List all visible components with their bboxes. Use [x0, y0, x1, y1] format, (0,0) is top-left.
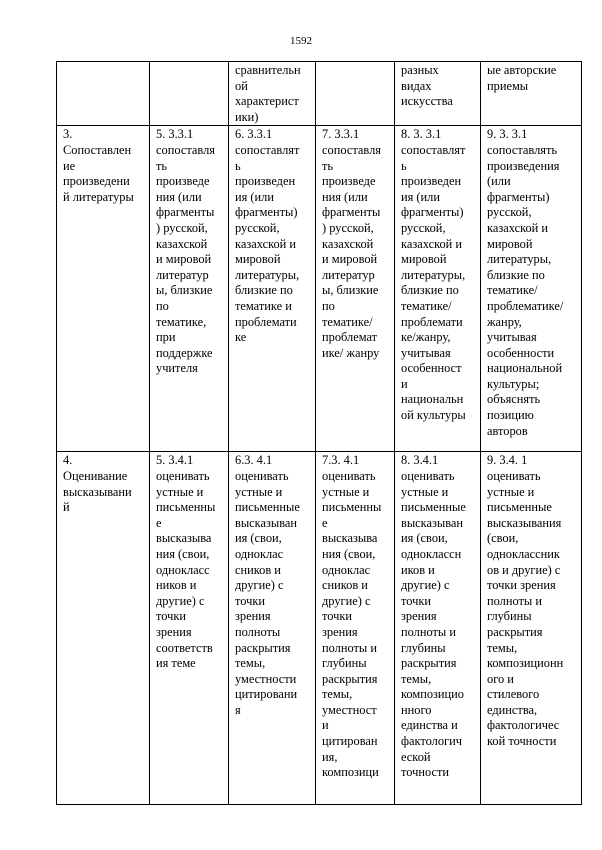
table-cell — [150, 62, 229, 126]
cell-text: 8. 3.4.1 оценивать устные и письменные высказыван ия (свои, однокласcн иков и другие) с точки зрения полноты и глубины раскрытия темы, композицио нного единства и фактологич еской точности — [401, 453, 466, 780]
table-cell — [229, 452, 316, 805]
page-number: 1592 — [290, 35, 312, 47]
table-row — [57, 452, 582, 805]
table-cell — [150, 126, 229, 452]
cell-text: 6. 3.3.1 сопоставлят ь произведен ия (или фрагменты) русской, казахской и мировой литературы, близкие по тематике и проблемати ке — [235, 127, 300, 345]
table-row — [57, 126, 582, 452]
cell-text: сравнительн ой характерист ики) — [235, 63, 301, 124]
table-cell — [481, 62, 582, 126]
table-cell — [481, 452, 582, 805]
table-cell — [150, 452, 229, 805]
table-cell — [57, 452, 150, 805]
cell-text: 5. 3.4.1 оценивать устные и письменны е высказыва ния (свои, однокласс ников и другие) с точки зрения соответств ия теме — [156, 453, 216, 671]
table-cell — [395, 62, 481, 126]
table-row — [57, 62, 582, 126]
cell-text: 6.3. 4.1 оценивать устные и письменные высказыван ия (свои, одноклас сников и другие) с точки зрения полноты раскрытия темы, уместности цитировани я — [235, 453, 300, 717]
cell-text: 9. 3.4. 1 оценивать устные и письменные высказывания (свои, одноклассник ов и другие) с точки зрения полноты и глубины раскрытия темы, композиционн ого и стилевого единства, фактологичес кой точности — [487, 453, 564, 749]
table-cell — [57, 62, 150, 126]
cell-text: ые авторские приемы — [487, 63, 557, 93]
cell-text: 7. 3.3.1 сопоставля ть произведе ния (или фрагменты ) русской, казахской и мировой литератур ы, близкие по тематике/ проблемат ике/ жанру — [322, 127, 381, 360]
table-cell — [229, 62, 316, 126]
cell-text: 5. 3.3.1 сопоставля ть произведе ния (или фрагменты ) русской, казахской и мировой литератур ы, близкие по тематике, при поддержке учителя — [156, 127, 215, 376]
cell-text: 8. 3. 3.1 сопоставлят ь произведен ия (или фрагменты) русской, казахской и мировой литературы, близкие по тематике/ проблемати ке/жанру, учитывая особенност и национальн ой культуры — [401, 127, 466, 423]
table-cell — [395, 126, 481, 452]
table-cell — [481, 126, 582, 452]
table-cell — [316, 62, 395, 126]
cell-text: 3. Сопоставлен ие произведени й литературы — [63, 127, 134, 204]
cell-text: 7.3. 4.1 оценивать устные и письменны е высказыва ния (свои, одноклас сников и другие) с точки зрения полноты и глубины раскрытия темы, уместност и цитирован ия, композици — [322, 453, 382, 780]
curriculum-table — [56, 61, 582, 805]
table-cell — [395, 452, 481, 805]
table-cell — [316, 452, 395, 805]
table-cell — [229, 126, 316, 452]
cell-text: разных видах искусства — [401, 63, 453, 109]
cell-text: 9. 3. 3.1 сопоставлять произведения (или фрагменты) русской, казахской и мировой литературы, близкие по тематике/ проблематике/ жанру, учитывая особенности национальной культуры; объяснять позицию авторов — [487, 127, 564, 438]
cell-text: 4. Оценивание высказывани й — [63, 453, 132, 515]
table-cell — [316, 126, 395, 452]
table-cell — [57, 126, 150, 452]
